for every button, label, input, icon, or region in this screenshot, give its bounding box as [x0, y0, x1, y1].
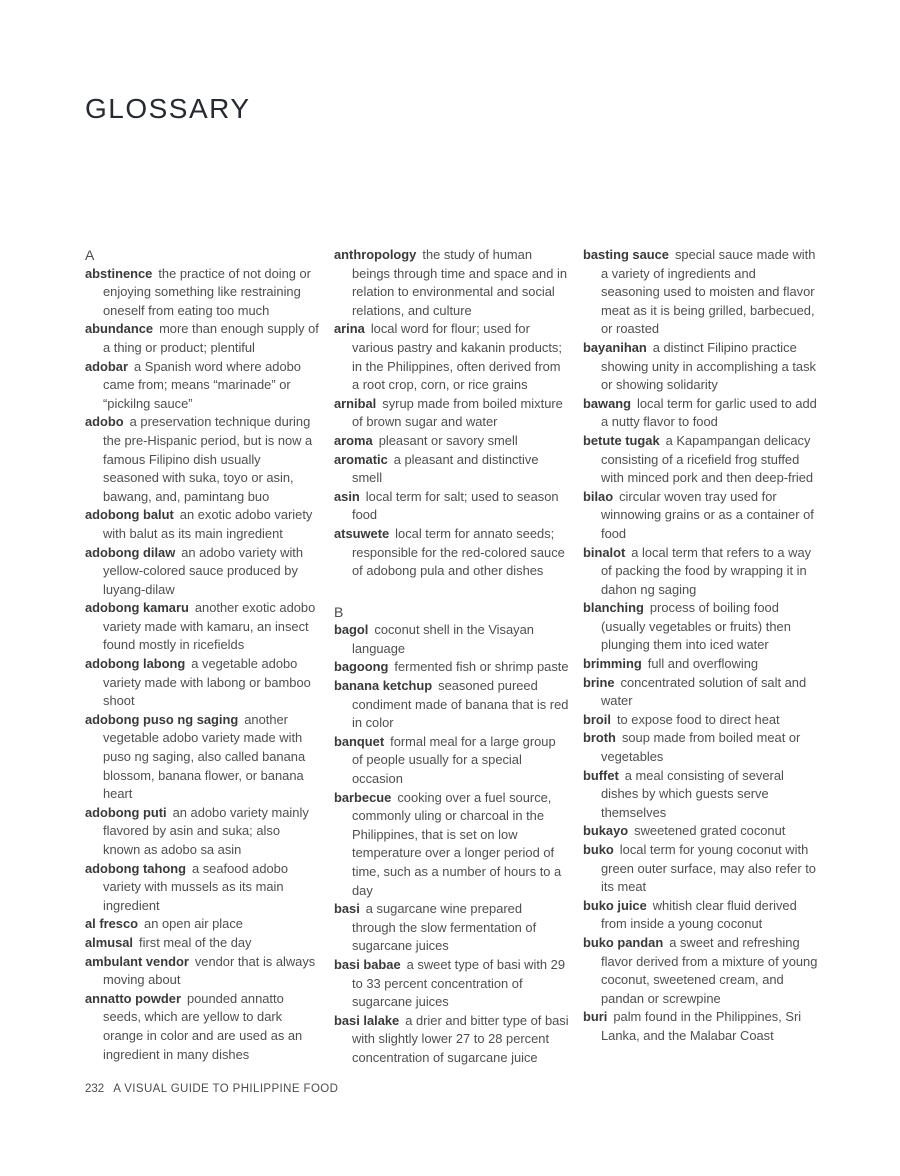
glossary-term: bagol [334, 622, 369, 638]
glossary-entry [334, 1012, 569, 1068]
glossary-definition: a meal consisting of several dishes by which guests serve themselves [601, 767, 784, 820]
glossary-entry [334, 733, 569, 789]
glossary-definition: more than enough supply of a thing or product; plentiful [103, 321, 319, 355]
glossary-term: abstinence [85, 265, 153, 281]
glossary-entry [334, 956, 569, 1012]
glossary-entry [85, 320, 320, 357]
glossary-entry [334, 525, 569, 581]
glossary-definition: a drier and bitter type of basi with slightly lower 27 to 28 percent concentration of sugarcane juice [352, 1012, 569, 1065]
page-title: GLOSSARY [85, 92, 251, 124]
glossary-entry [85, 915, 320, 934]
glossary-definition: a seafood adobo variety with mussels as its main ingredient [103, 860, 289, 913]
glossary-definition: special sauce made with a variety of ingredients and seasoning used to moisten and flavor meat as it is being grilled, barbecued, or roasted [601, 247, 816, 337]
glossary-term: blanching [583, 600, 644, 616]
glossary-term: binalot [583, 544, 626, 560]
glossary-term: basi babae [334, 956, 401, 972]
glossary-entry [583, 822, 818, 841]
glossary-term: brimming [583, 656, 642, 672]
glossary-term: adobo [85, 414, 124, 430]
glossary-term: basi lalake [334, 1012, 400, 1028]
glossary-term: adobong balut [85, 507, 174, 523]
glossary-term: brine [583, 674, 615, 690]
glossary-definition: a Spanish word where adobo came from; means “marinade” or “pickilng sauce” [103, 358, 301, 411]
page-footer [85, 1083, 338, 1095]
glossary-definition: to expose food to direct heat [616, 711, 780, 727]
letter-header-a: A [85, 247, 95, 263]
glossary-entry [583, 897, 818, 934]
glossary-entry [583, 395, 818, 432]
glossary-entry [334, 621, 569, 658]
glossary-definition: formal meal for a large group of people usually for a special occasion [352, 733, 556, 787]
glossary-term: arnibal [334, 395, 377, 411]
glossary-term: broth [583, 730, 616, 746]
glossary-entry [334, 395, 569, 432]
glossary-term: ambulant vendor [85, 953, 189, 969]
glossary-column-1 [85, 246, 320, 1068]
glossary-term: buko pandan [583, 934, 664, 950]
glossary-definition: full and overflowing [647, 656, 759, 672]
glossary-term: adobong puti [85, 804, 167, 820]
glossary-entry [583, 488, 818, 544]
glossary-entry [85, 358, 320, 414]
glossary-term: banana ketchup [334, 678, 433, 694]
glossary-definition: a preservation technique during the pre-Hispanic period, but is now a famous Filipino dish usually seasoned with suka, toyo or asin, bawang, and, pamintang buo [103, 414, 313, 504]
glossary-entry [583, 339, 818, 395]
glossary-term: adobong puso ng saging [85, 711, 239, 727]
glossary-entry [583, 544, 818, 600]
glossary-entry [334, 900, 569, 956]
glossary-entry [85, 599, 320, 655]
glossary-definition: an adobo variety with yellow-colored sauce produced by luyang-dilaw [103, 544, 304, 597]
glossary-definition: a sweet type of basi with 29 to 33 percent concentration of sugarcane juices [352, 956, 565, 1010]
glossary-term: annatto powder [85, 990, 181, 1006]
glossary-definition: coconut shell in the Visayan language [352, 622, 534, 656]
glossary-term: anthropology [334, 247, 417, 262]
glossary-term: bayanihan [583, 339, 647, 355]
glossary-definition: first meal of the day [139, 934, 252, 950]
glossary-entry [85, 265, 320, 321]
glossary-definition: pounded annatto seeds, which are yellow to dark orange in color and are used as an ingredient in many dishes [103, 990, 303, 1062]
glossary-definition: a sweet and refreshing flavor derived from a mixture of young coconut, sweetened cream, and pandan or screwpine [601, 934, 818, 1006]
glossary-entry [583, 1008, 818, 1045]
letter-header-b: B [334, 603, 344, 620]
glossary-entry [583, 767, 818, 823]
glossary-definition: local term for salt; used to season food [352, 488, 559, 523]
glossary-term: al fresco [85, 916, 139, 932]
glossary-entry [85, 655, 320, 711]
glossary-definition: another exotic adobo variety made with kamaru, an insect found mostly in ricefields [103, 600, 316, 653]
glossary-column-3 [583, 246, 818, 1068]
glossary-entry [583, 599, 818, 655]
glossary-definition: local term for annato seeds; responsible for the red-colored sauce of adobong pula and other dishes [352, 525, 565, 579]
glossary-definition: the study of human beings through time and space and in relation to environmental and social relations, and culture [352, 247, 567, 318]
glossary-entry [85, 544, 320, 600]
glossary-term: adobar [85, 358, 128, 374]
glossary-term: buko juice [583, 897, 647, 913]
glossary-term: buri [583, 1009, 608, 1025]
glossary-definition: pleasant or savory smell [378, 432, 518, 448]
glossary-entry [583, 655, 818, 674]
book-title: A VISUAL GUIDE TO PHILIPPINE FOOD [113, 1083, 339, 1095]
glossary-term: atsuwete [334, 525, 390, 541]
glossary-term: basting sauce [583, 247, 669, 262]
glossary-entry [334, 677, 569, 733]
glossary-entry [583, 432, 818, 488]
glossary-column-2 [334, 246, 569, 1068]
glossary-definition: circular woven tray used for winnowing grains or as a container of food [601, 488, 814, 541]
glossary-definition: local word for flour; used for various pastry and kakanin products; in the Philippines, often derived from a root crop, corn, or rice grains [352, 321, 562, 393]
glossary-entry [334, 246, 569, 320]
glossary-term: arina [334, 321, 365, 337]
glossary-term: adobong kamaru [85, 600, 189, 616]
glossary-entry [583, 729, 818, 766]
glossary-entry [85, 990, 320, 1064]
glossary-term: aromatic [334, 451, 388, 467]
glossary-columns [85, 246, 818, 1068]
glossary-definition: a pleasant and distinctive smell [352, 451, 539, 486]
page-number: 232 [85, 1083, 105, 1095]
glossary-term: bawang [583, 395, 631, 411]
glossary-term: bilao [583, 488, 614, 504]
glossary-term: buffet [583, 767, 619, 783]
glossary-term: banquet [334, 733, 385, 749]
glossary-entry [583, 674, 818, 711]
glossary-definition: concentrated solution of salt and water [601, 674, 807, 709]
glossary-term: aroma [334, 432, 373, 448]
glossary-entry [334, 658, 569, 677]
glossary-term: adobong labong [85, 656, 186, 672]
glossary-entry [85, 711, 320, 804]
glossary-entry [85, 953, 320, 990]
glossary-entry [583, 711, 818, 730]
glossary-entry [85, 804, 320, 860]
glossary-entry [85, 860, 320, 916]
glossary-definition: syrup made from boiled mixture of brown sugar and water [352, 395, 563, 430]
glossary-definition: palm found in the Philippines, Sri Lanka, and the Malabar Coast [601, 1009, 802, 1043]
glossary-definition: sweetened grated coconut [634, 823, 786, 839]
glossary-definition: fermented fish or shrimp paste [394, 659, 569, 675]
glossary-entry [85, 934, 320, 953]
glossary-term: abundance [85, 321, 154, 337]
glossary-definition: local term for young coconut with green outer surface, may also refer to its meat [601, 842, 816, 895]
glossary-definition: an exotic adobo variety with balut as its main ingredient [103, 507, 313, 541]
glossary-term: buko [583, 842, 614, 857]
glossary-entry [334, 488, 569, 525]
glossary-definition: a vegetable adobo variety made with labong or bamboo shoot [103, 656, 311, 709]
glossary-definition: local term for garlic used to add a nutty flavor to food [601, 395, 817, 430]
glossary-term: broil [583, 711, 611, 727]
glossary-entry [85, 506, 320, 543]
glossary-entry [583, 934, 818, 1008]
glossary-definition: soup made from boiled meat or vegetables [601, 730, 801, 765]
glossary-definition: vendor that is always moving about [103, 953, 316, 988]
glossary-definition: a distinct Filipino practice showing unity in accomplishing a task or showing solidarity [601, 339, 816, 393]
glossary-term: asin [334, 488, 360, 504]
glossary-entry [334, 320, 569, 394]
glossary-term: betute tugak [583, 432, 660, 448]
glossary-definition: cooking over a fuel source, commonly uling or charcoal in the Philippines, that is set on low temperature over a longer period of time, such as a number of hours to a day [352, 789, 562, 898]
glossary-definition: a local term that refers to a way of packing the food by wrapping it in dahon ng saging [601, 544, 812, 597]
glossary-definition: a sugarcane wine prepared through the slow fermentation of sugarcane juices [352, 901, 537, 954]
glossary-definition: the practice of not doing or enjoying something like restraining oneself from eating too much [103, 265, 311, 318]
glossary-term: barbecue [334, 789, 392, 805]
glossary-entry [583, 246, 818, 339]
glossary-definition: an adobo variety mainly flavored by asin and suka; also known as adobo sa asin [103, 804, 309, 857]
glossary-entry [334, 789, 569, 901]
glossary-term: adobong tahong [85, 860, 186, 876]
glossary-term: almusal [85, 934, 134, 950]
glossary-definition: whitish clear fluid derived from inside a young coconut [601, 897, 797, 932]
glossary-definition: another vegetable adobo variety made with puso ng saging, also called banana blossom, banana flower, or banana heart [103, 711, 306, 802]
glossary-definition: an open air place [144, 916, 243, 932]
glossary-definition: a Kapampangan delicacy consisting of a ricefield frog stuffed with minced pork and then deep-fried [601, 432, 814, 486]
glossary-definition: process of boiling food (usually vegetables or fruits) then plunging them into iced water [601, 600, 791, 653]
glossary-term: bukayo [583, 823, 629, 839]
glossary-entry [583, 841, 818, 897]
glossary-entry [334, 432, 569, 451]
glossary-term: adobong dilaw [85, 544, 176, 560]
glossary-entry [85, 413, 320, 506]
glossary-term: bagoong [334, 659, 389, 675]
glossary-definition: seasoned pureed condiment made of banana that is red in color [352, 678, 569, 731]
glossary-entry [334, 451, 569, 488]
glossary-term: basi [334, 901, 360, 917]
